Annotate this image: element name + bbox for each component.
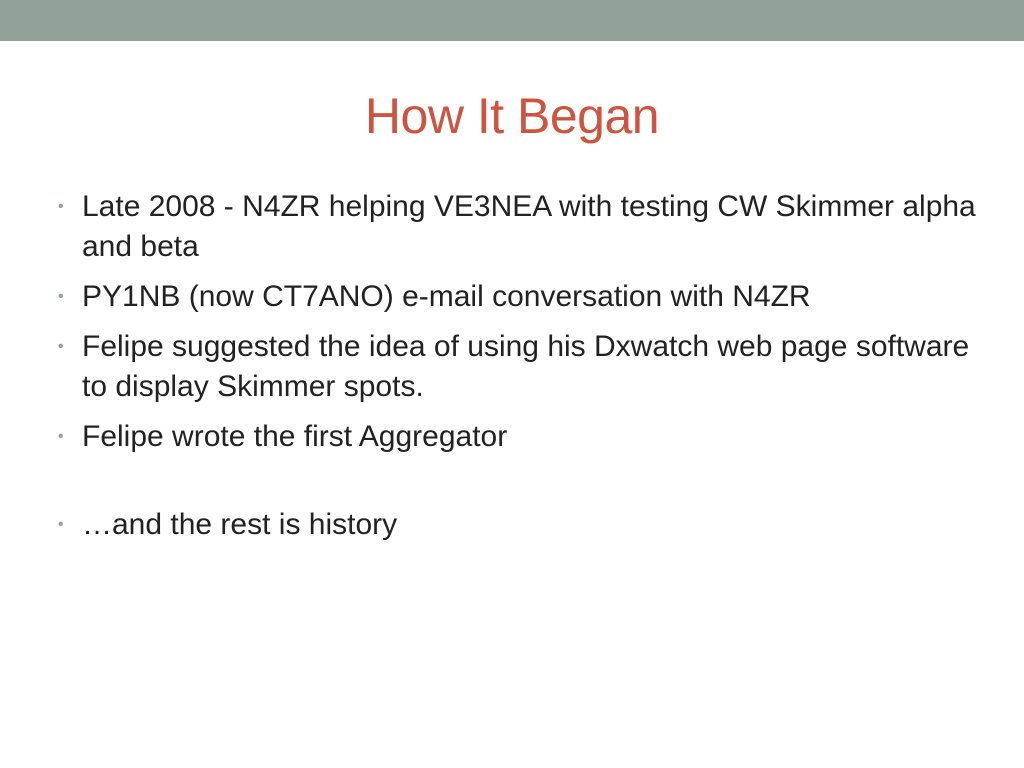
bullet-dot-icon: • <box>58 338 64 355</box>
bullet-dot-icon: • <box>58 516 64 533</box>
bullet-text: Felipe suggested the idea of using his Dxwatch web page software to display Skimmer spots. <box>82 330 970 403</box>
bullet-item <box>58 417 988 457</box>
bullet-text: PY1NB (now CT7ANO) e-mail conversation with N4ZR <box>82 280 811 313</box>
bullet-item <box>58 505 988 545</box>
top-accent-bar <box>0 0 1024 41</box>
bullet-text: Late 2008 - N4ZR helping VE3NEA with testing CW Skimmer alpha and beta <box>82 190 976 263</box>
bullet-item <box>58 187 988 267</box>
bullet-dot-icon: • <box>58 198 64 215</box>
bullet-dot-icon: • <box>58 288 64 305</box>
bullet-item <box>58 327 988 407</box>
bullet-dot-icon: • <box>58 428 64 445</box>
bullet-text: Felipe wrote the first Aggregator <box>82 420 508 453</box>
bullet-item <box>58 277 988 317</box>
bullet-list <box>58 187 988 555</box>
bullet-text: …and the rest is history <box>82 508 398 541</box>
slide-title: How It Began <box>364 88 660 144</box>
